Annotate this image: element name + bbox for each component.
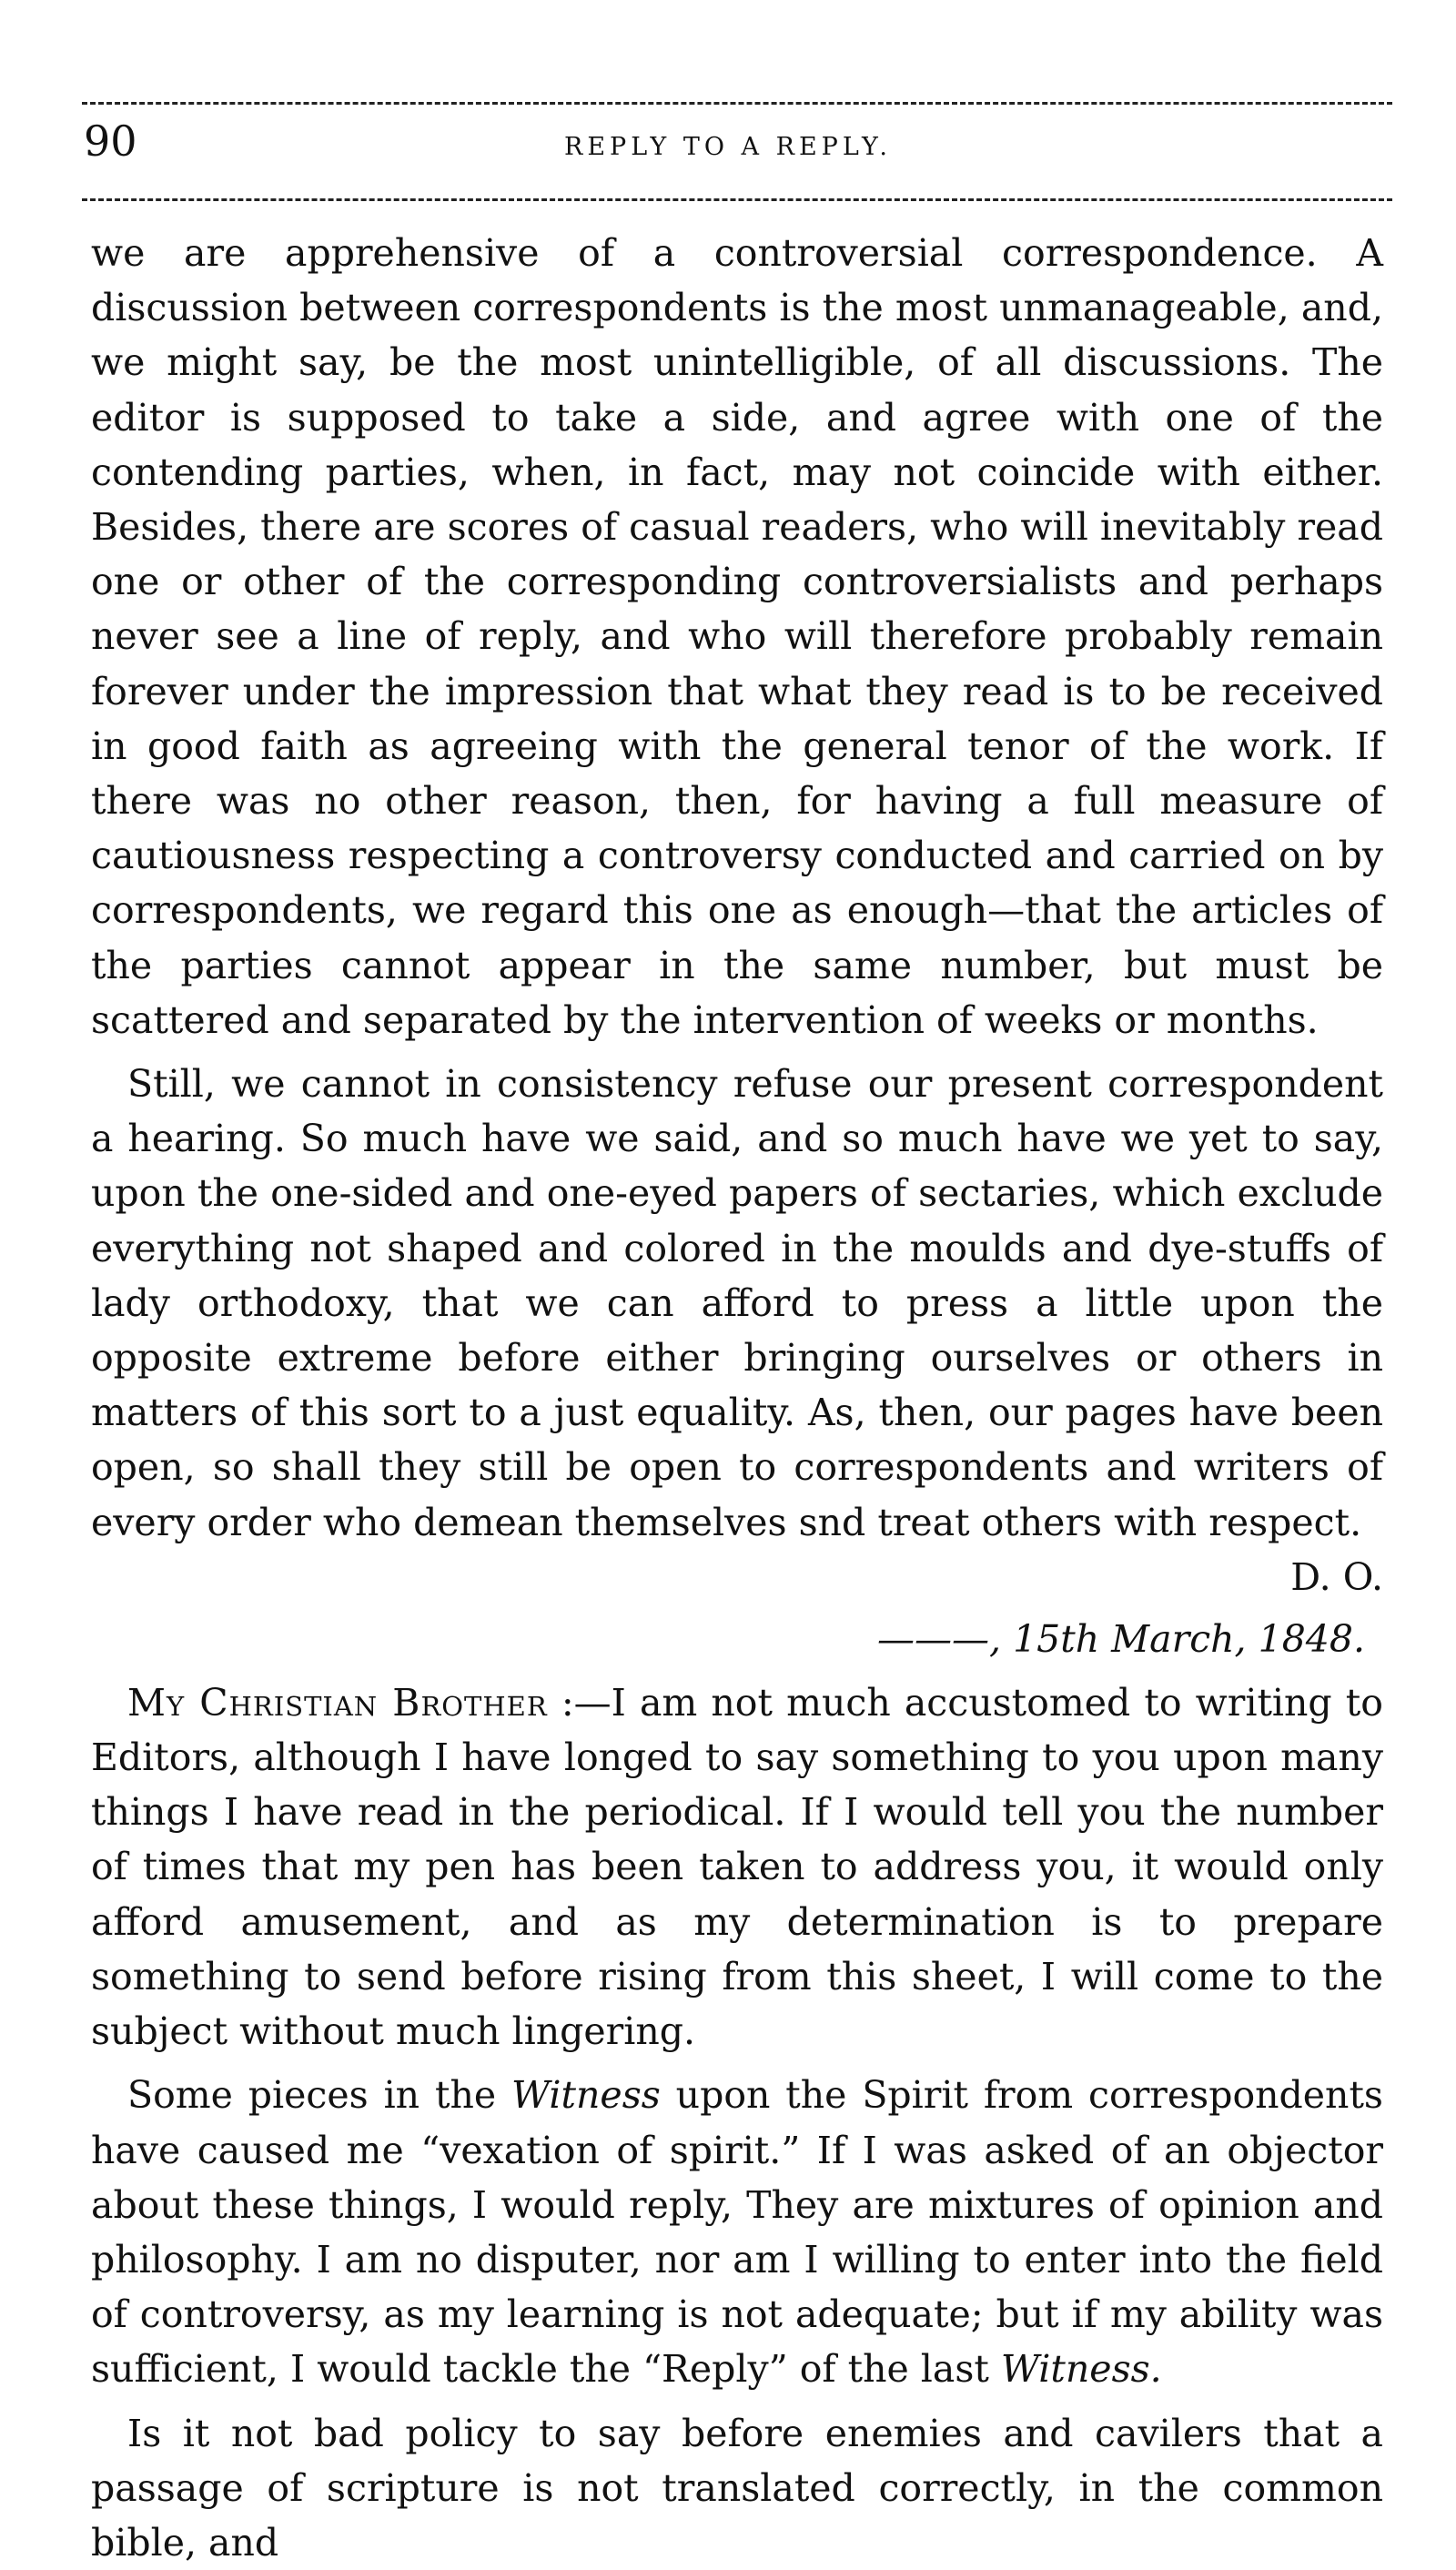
paragraph-2: Still, we cannot in consistency refuse our present correspondent a hearing. So much have we said, and so much have we yet to say, upon the one-sided and one-eyed papers of sectaries, which exclude everything not shaped and colored in the moulds and dye-stuffs of lady orthodoxy, that we can afford to press a little upon the opposite extreme before either bringing ourselves or others in matters of this sort to a just equality. As, then, our pages have been open, so shall they still be open to correspondents and writers of every order who demean themselves snd treat others with respect. bbox=[91, 1062, 1383, 1544]
paragraph-4 bbox=[91, 2068, 1383, 2396]
paragraph-1: we are apprehensive of a controversial correspondence. A discussion between correspondents is the most unmanageable, and, we might say, be the most unintelligible, of all discussions. The editor is supposed to take a side, and agree with one of the contending parties, when, in fact, may not coincide with either. Besides, there are scores of casual readers, who will inevitably read one or other of the corresponding controversialists and perhaps never see a line of reply, and who will therefore probably remain forever under the impression that what they read is to be received in good faith as agreeing with the general tenor of the work. If there was no other reason, then, for having a full measure of cautiousness respecting a controversy conducted and carried on by correspondents, we regard this one as enough—that the articles of the parties cannot appear in the same number, but must be scattered and separated by the intervention of weeks or months. bbox=[91, 231, 1383, 1042]
body-text bbox=[91, 226, 1383, 2570]
paragraph-4-text-a: Some pieces in the bbox=[127, 2073, 497, 2118]
header-rule-bottom bbox=[82, 198, 1392, 201]
paragraph-4-witness: Witness bbox=[511, 2073, 661, 2118]
paragraph-3 bbox=[91, 1675, 1383, 2059]
editor-signature: D. O. bbox=[1290, 1554, 1383, 1599]
running-title: REPLY TO A REPLY. bbox=[564, 133, 892, 161]
letter-salutation: My Christian Brother bbox=[127, 1680, 548, 1725]
paragraph-5: Is it not bad policy to say before enemies and cavilers that a passage of scripture is not translated correctly, in the common bible, and bbox=[91, 2411, 1383, 2565]
paragraph-4-text-b: upon the Spirit from correspondents have caused me “vexation of spirit.” If I was asked of an objector about these things, I would reply, They are mixtures of opinion and philosophy. I am no disputer, nor am I willing to enter into the field of controversy, as my learning is not adequate; but if my ability was sufficient, I would tackle the “Reply” of the last bbox=[91, 2073, 1383, 2392]
letter-dateline: ———, 15th March, 1848. bbox=[877, 1616, 1365, 1661]
page-number: 90 bbox=[84, 116, 137, 166]
paragraph-3-text: :—I am not much accustomed to writing to Editors, although I have longed to say something to you upon many things I have read in the periodical. If I would tell you the number of times that my pen has been taken to address you, it would only afford amusement, and as my determination is to prepare something to send before rising from this sheet, I will come to the subject without much lingering. bbox=[91, 1680, 1383, 2054]
header-rule-top bbox=[82, 102, 1392, 105]
paragraph-4-witness-2: Witness. bbox=[1000, 2347, 1162, 2392]
